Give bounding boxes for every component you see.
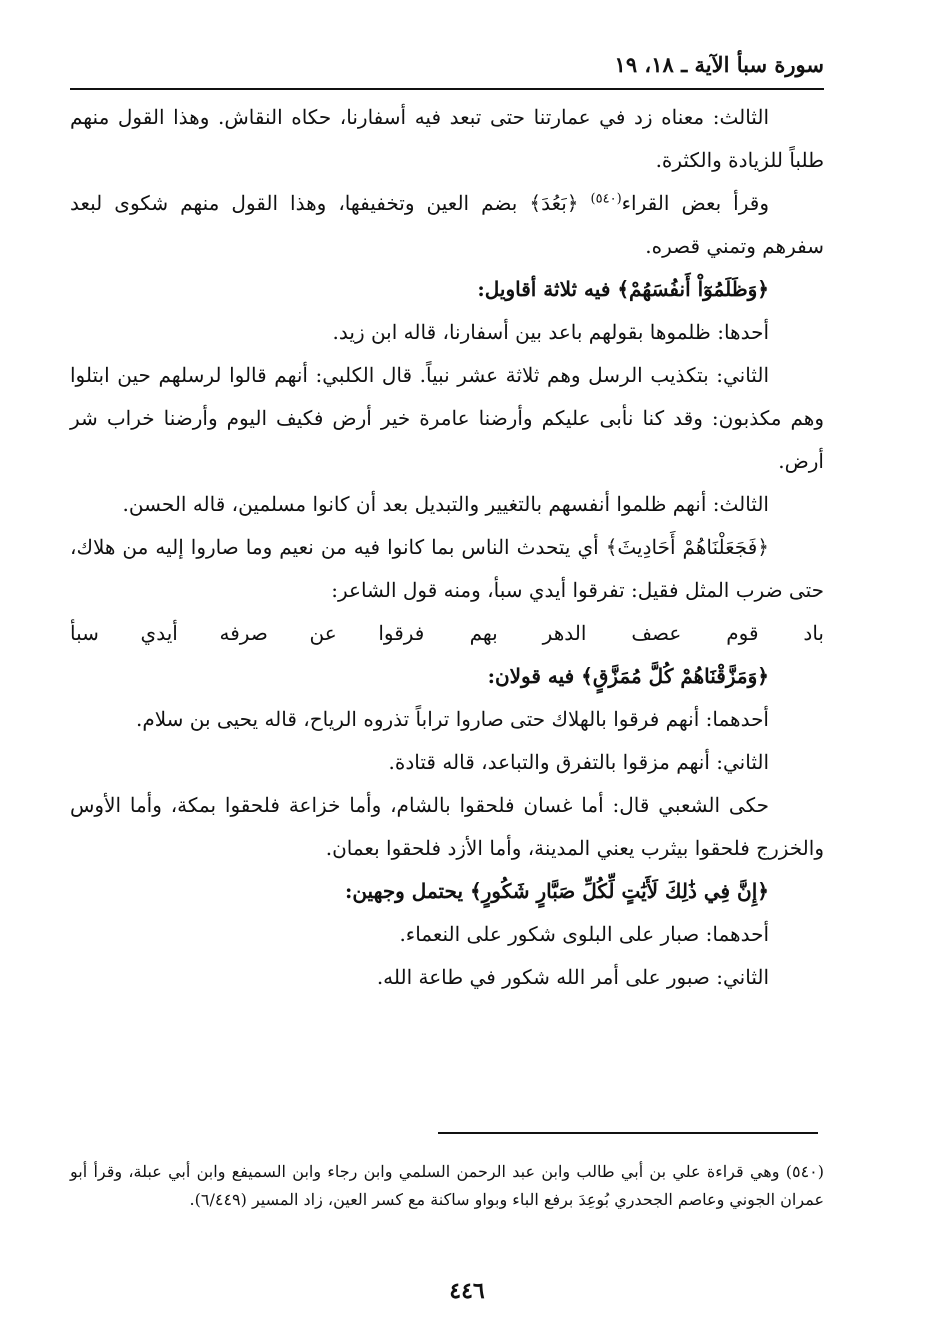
quran-verse-paragraph: ﴿وَمَزَّقْنَاهُمْ كُلَّ مُمَزَّقٍ﴾ فيه قولان: [487,664,769,688]
footnote-divider [438,1132,818,1134]
running-header [70,52,824,90]
paragraph: أحدهما: أنهم فرقوا بالهلاك حتى صاروا تراباً تذروه الرياح، قاله يحيى بن سلام. [135,707,769,731]
paragraph [70,182,824,268]
poetry-verse [70,612,824,655]
text-span: ﴿بَعُدَ﴾ بضم العين وتخفيفها، وهذا القول منهم شكوى لبعد سفرهم وتمني قصره. [70,191,824,258]
paragraph: أحدها: ظلموها بقولهم باعد بين أسفارنا، قاله ابن زيد. [332,320,769,344]
paragraph: الثاني: صبور على أمر الله شكور في طاعة الله. [376,965,769,989]
paragraph: الثاني: بتكذيب الرسل وهم ثلاثة عشر نبياً. قال الكلبي: أنهم قالوا لرسلهم حين ابتلوا وهم مكذبون: وقد كنا نأبى عليكم وأرضنا عامرة خير أرض فكيف اليوم وأرضنا خراب شر أرض. [70,363,824,473]
surah-heading: سورة سبأ الآية ـ ١٨، ١٩ [614,52,824,77]
quran-verse-paragraph: ﴿فَجَعَلْنَاهُمْ أَحَادِيثَ﴾ أي يتحدث الناس بما كانوا فيه من نعيم وما صاروا إليه من هلاك، حتى ضرب المثل فقيل: تفرقوا أيدي سبأ، ومنه قول الشاعر: [70,535,824,602]
quran-verse-paragraph: ﴿وَظَلَمُوٓاْ أَنفُسَهُمْ﴾ فيه ثلاثة أقاويل: [477,277,769,301]
paragraph: الثاني: أنهم مزقوا بالتفرق والتباعد، قاله قتادة. [388,750,769,774]
main-text [70,96,824,999]
page-number: ٤٤٦ [449,1278,485,1304]
text-span: وقرأ بعض القراء [621,191,769,215]
footnote-marker[interactable]: (٥٤٠) [590,191,622,207]
paragraph: الثالث: أنهم ظلموا أنفسهم بالتغيير والتبديل بعد أن كانوا مسلمين، قاله الحسن. [122,492,769,516]
verse-first-hemistich: باد قوم عصف الدهر بهم [469,621,824,645]
verse-second-hemistich: فرقوا عن صرفه أيدي سبأ [70,621,425,645]
quran-verse-paragraph: ﴿إِنَّ فِي ذَٰلِكَ لَأَيَٰتٍ لِّكُلِّ صَبَّارٍ شَكُورٍ﴾ يحتمل وجهين: [344,879,769,903]
header-divider [70,88,824,90]
footnote: (٥٤٠) وهي قراءة علي بن أبي طالب وابن عبد الرحمن السلمي وابن رجاء وابن السميفع وابن أبي عبلة، وقرأ أبو عمران الجوني وعاصم الجحدري بُوعِدَ برفع الباء وبواو ساكنة مع كسر العين، زاد المسير (٦/٤٤٩). [70,1162,824,1209]
paragraph: حكى الشعبي قال: أما غسان فلحقوا بالشام، وأما خزاعة فلحقوا بمكة، وأما الأوس والخزرج فلحقوا بيثرب يعني المدينة، وأما الأزد فلحقوا بعمان. [70,793,824,860]
footnotes [70,1158,824,1214]
paragraph: الثالث: معناه زد في عمارتنا حتى تبعد فيه أسفارنا، حكاه النقاش. وهذا القول منهم طلباً للزيادة والكثرة. [70,105,824,172]
paragraph: أحدهما: صبار على البلوى شكور على النعماء. [399,922,769,946]
